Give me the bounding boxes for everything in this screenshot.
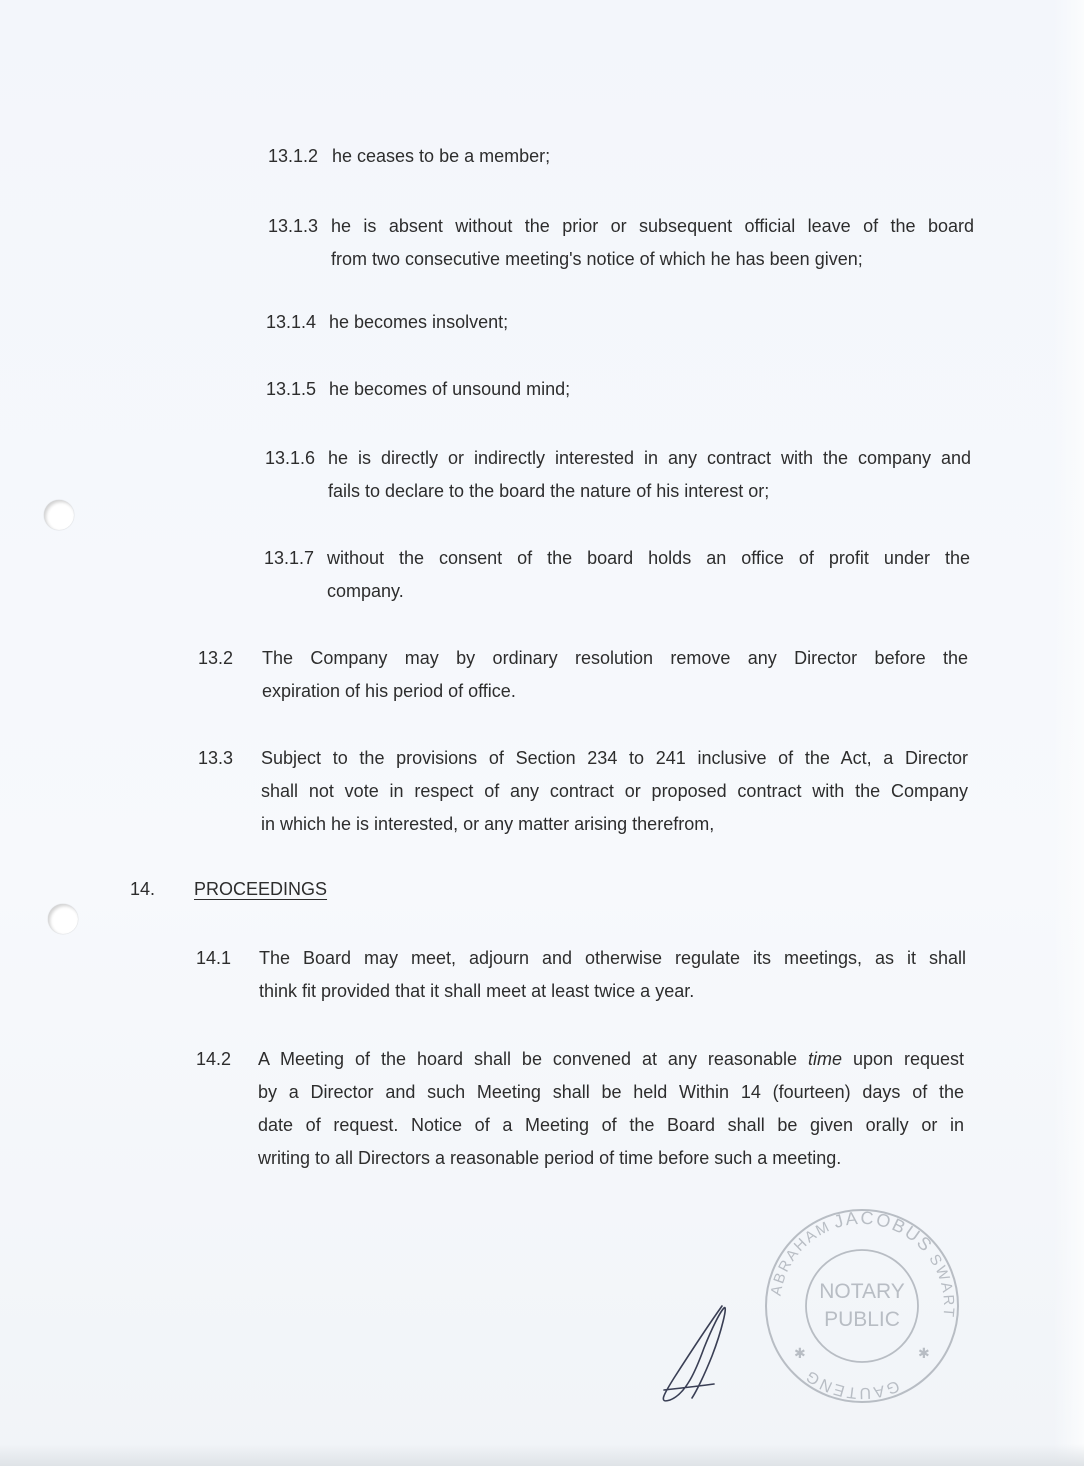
clause-text-line: from two consecutive meeting's notice of which he has been given; xyxy=(331,249,863,269)
section-14-heading xyxy=(130,873,530,906)
stamp-right-text: SWART xyxy=(925,1251,958,1320)
svg-text:GAUTENG xyxy=(802,1366,902,1401)
clause-text-line xyxy=(258,1043,964,1076)
clause-text-line: company. xyxy=(327,581,404,601)
clause-text-line: Subject to the provisions of Section 234 to 241 inclusive of the Act, a Director xyxy=(261,748,968,768)
clause-text-line: The Board may meet, adjourn and otherwise regulate its meetings, as it shall xyxy=(259,948,966,968)
clause-number: 13.2 xyxy=(198,648,234,668)
clause-13-1-4 xyxy=(266,306,970,339)
svg-text:JACOBUS xyxy=(831,1208,938,1268)
clause-number: 13.1.5 xyxy=(266,379,317,399)
clause-13-2 xyxy=(198,642,968,708)
text-run: A Meeting of the hoard shall be convened at any reasonable xyxy=(258,1049,808,1069)
clause-text-line: in which he is interested, or any matter arising therefrom, xyxy=(261,814,715,834)
clause-number: 13.1.3 xyxy=(268,216,319,236)
clause-text-line: by a Director and such Meeting shall be held Within 14 (fourteen) days of the xyxy=(258,1082,964,1102)
stamp-bottom-text: GAUTENG xyxy=(801,1365,902,1402)
clause-13-1-5 xyxy=(266,373,970,406)
clause-text: he becomes of unsound mind; xyxy=(329,379,571,399)
clause-number: 13.1.6 xyxy=(265,448,316,468)
clause-13-1-3 xyxy=(268,210,974,276)
clause-13-3 xyxy=(198,742,968,841)
stamp-center-line2: PUBLIC xyxy=(824,1308,900,1331)
clause-number: 13.1.2 xyxy=(268,146,319,166)
clause-text-line: he is absent without the prior or subsequent official leave of the board xyxy=(331,216,974,236)
clause-text-line: shall not vote in respect of any contract or proposed contract with the Company xyxy=(261,781,968,801)
punch-hole-icon xyxy=(48,904,78,934)
star-icon: ✱ xyxy=(918,1345,930,1361)
clause-13-1-7 xyxy=(264,542,970,608)
emphasis-word: time xyxy=(807,1049,842,1069)
clause-number: 14.2 xyxy=(196,1049,232,1069)
clause-number: 13.1.7 xyxy=(264,548,315,568)
clause-text-line: expiration of his period of office. xyxy=(262,681,516,701)
clause-text-line: writing to all Directors a reasonable period of time before such a meeting. xyxy=(258,1148,842,1168)
clause-text-line: The Company may by ordinary resolution remove any Director before the xyxy=(262,648,968,668)
clause-number: 13.1.4 xyxy=(266,312,317,332)
clause-text: he becomes insolvent; xyxy=(329,312,509,332)
clause-14-2 xyxy=(196,1043,964,1175)
stamp-center-line1: NOTARY xyxy=(819,1280,905,1303)
clause-text-line: date of request. Notice of a Meeting of the Board shall be given orally or in xyxy=(258,1115,964,1135)
notary-stamp xyxy=(764,1208,960,1404)
clause-text-line: without the consent of the board holds an office of profit under the xyxy=(327,548,970,568)
clause-number: 13.3 xyxy=(198,748,234,768)
page-edge xyxy=(1054,0,1084,1466)
clause-text: he ceases to be a member; xyxy=(332,146,551,166)
star-icon: ✱ xyxy=(794,1345,806,1361)
stamp-top-text: JACOBUS xyxy=(831,1208,937,1257)
text-run: upon request xyxy=(841,1049,964,1069)
punch-hole-icon xyxy=(44,500,74,530)
page-shadow xyxy=(0,1444,1084,1466)
clause-13-1-6 xyxy=(265,442,971,508)
clause-13-1-2 xyxy=(268,140,972,173)
clause-text-line: he is directly or indirectly interested in any contract with the company and xyxy=(328,448,971,468)
clause-14-1 xyxy=(196,942,966,1008)
section-title: PROCEEDINGS xyxy=(194,879,328,899)
clause-text-line: think fit provided that it shall meet at least twice a year. xyxy=(259,981,695,1001)
clause-number: 14.1 xyxy=(196,948,232,968)
signature-icon xyxy=(652,1300,742,1410)
clause-text-line: fails to declare to the board the nature of his interest or; xyxy=(328,481,770,501)
svg-text:SWART xyxy=(922,1250,960,1319)
stamp-left-text: ABRAHAM xyxy=(767,1217,834,1298)
section-number: 14. xyxy=(130,879,156,899)
